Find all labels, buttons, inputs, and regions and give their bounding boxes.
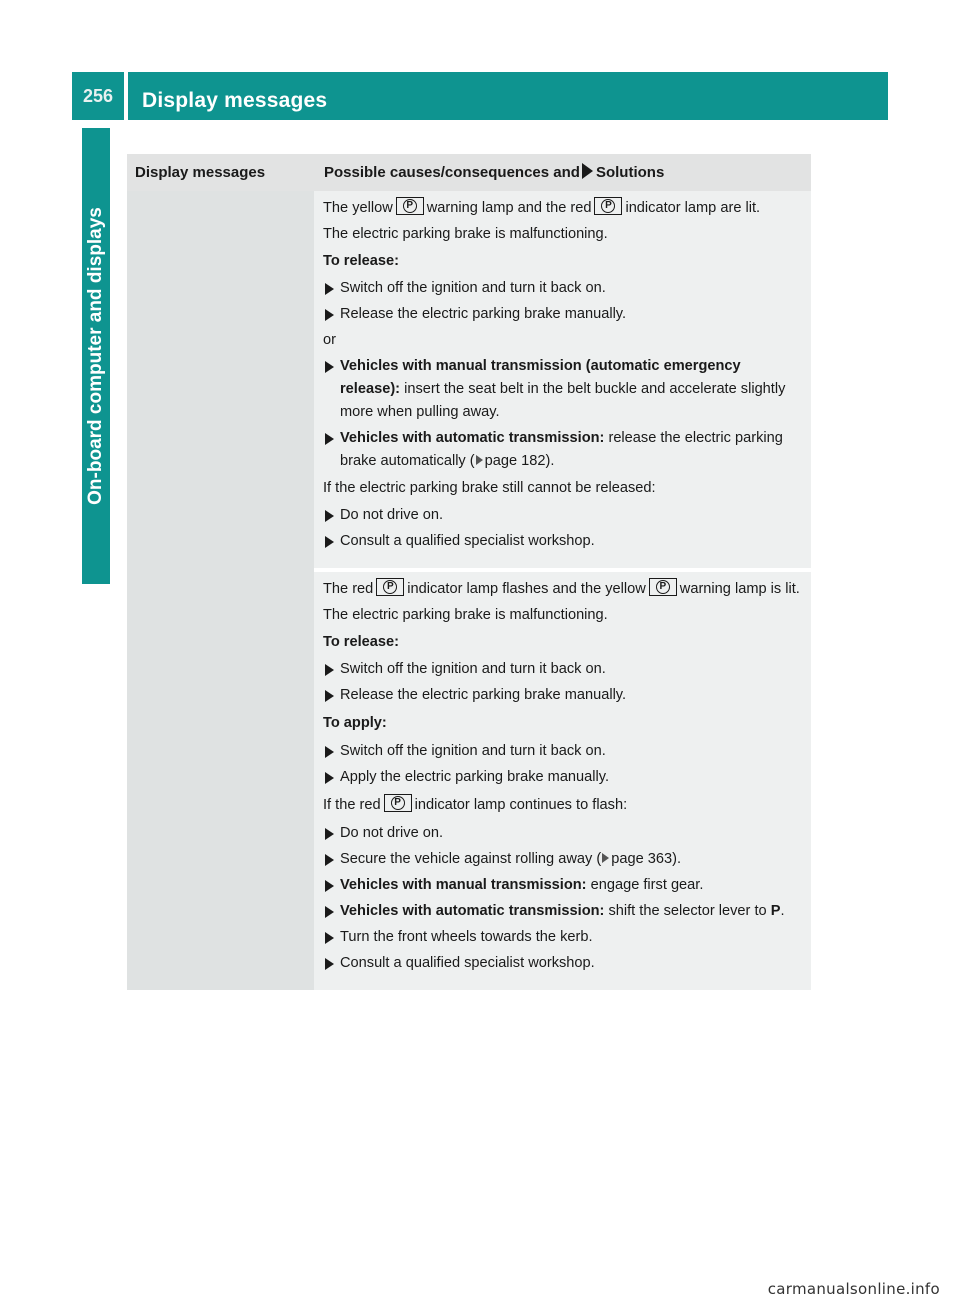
step-bold-text: Vehicles with manual transmission (automatic emergency release): [340, 358, 741, 397]
solution-cell [314, 191, 811, 568]
list-item [323, 848, 803, 871]
step-arrow-icon [325, 433, 334, 445]
step-arrow-icon [325, 932, 334, 944]
apply-heading [323, 712, 803, 735]
step-text: engage first gear. [590, 877, 704, 893]
list-item [323, 427, 803, 473]
step-arrow-icon [325, 854, 334, 866]
table-row [127, 191, 811, 568]
list-item [323, 926, 803, 949]
column-header-solutions-suffix: Solutions [595, 164, 665, 181]
step-arrow-icon [325, 958, 334, 970]
step-arrow-icon [325, 283, 334, 295]
table-row [127, 572, 811, 990]
list-item [323, 900, 803, 923]
step-text: Secure the vehicle against rolling away ( [340, 851, 602, 867]
step-bold-text: Vehicles with automatic transmission: [340, 903, 605, 919]
step-text: Consult a qualified specialist workshop. [340, 533, 595, 549]
list-item [323, 822, 803, 845]
list-item [323, 658, 803, 681]
parking-brake-warning-icon [649, 578, 677, 596]
column-header-display-messages: Display messages [135, 164, 266, 181]
section-side-tab-label: On-board computer and displays [85, 207, 106, 505]
cause-text: The electric parking brake is malfunctioning. [323, 607, 608, 623]
parking-brake-warning-icon [384, 794, 412, 812]
watermark: carmanualsonline.info [767, 1280, 940, 1298]
list-item [323, 740, 803, 763]
table-header [127, 154, 811, 191]
page-reference[interactable]: page 182). [484, 453, 555, 469]
section-side-tab [82, 128, 110, 584]
step-arrow-icon [325, 690, 334, 702]
step-arrow-icon [325, 361, 334, 373]
step-text: Switch off the ignition and turn it back on. [340, 743, 606, 759]
step-text: Do not drive on. [340, 825, 444, 841]
text-fragment: indicator lamp flashes and the yellow [407, 581, 646, 597]
fallback-text: If the electric parking brake still cannot be released: [323, 480, 656, 496]
list-item [323, 684, 803, 707]
step-text: Consult a qualified specialist workshop. [340, 955, 595, 971]
text-fragment: If the red [323, 797, 381, 813]
page-number: 256 [72, 72, 124, 120]
text-fragment: warning lamp is lit. [679, 581, 800, 597]
parking-brake-warning-icon [396, 197, 424, 215]
lamp-status-text [323, 578, 803, 601]
step-text: release the electric parking brake automatically ( [340, 430, 783, 469]
step-arrow-icon [325, 536, 334, 548]
text-fragment: The yellow [323, 200, 393, 216]
step-arrow-icon [325, 664, 334, 676]
page-reference-triangle-icon [602, 853, 609, 863]
apply-heading-label: To apply: [323, 715, 387, 731]
step-arrow-icon [325, 309, 334, 321]
step-arrow-icon [325, 510, 334, 522]
text-fragment: indicator lamp are lit. [625, 200, 761, 216]
lamp-status-text [323, 197, 803, 220]
solution-cell [314, 572, 811, 990]
list-item [323, 303, 803, 326]
step-arrow-icon [325, 880, 334, 892]
step-text: Switch off the ignition and turn it back on. [340, 661, 606, 677]
gear-position: P [770, 903, 781, 919]
text-fragment: indicator lamp continues to flash: [414, 797, 628, 813]
list-item [323, 504, 803, 527]
list-item [323, 355, 803, 424]
release-heading-label: To release: [323, 634, 399, 650]
display-message-cell [127, 191, 314, 568]
display-message-cell [127, 572, 314, 990]
or-text: or [323, 332, 336, 348]
step-text: Switch off the ignition and turn it back on. [340, 280, 606, 296]
page-reference[interactable]: page 363). [611, 851, 682, 867]
step-text: Turn the front wheels towards the kerb. [340, 929, 593, 945]
step-text: Release the electric parking brake manually. [340, 306, 627, 322]
page-reference-triangle-icon [476, 455, 483, 465]
release-heading [323, 250, 803, 273]
list-item [323, 277, 803, 300]
column-header-solutions-label: Possible causes/consequences and [324, 164, 580, 181]
step-text: Apply the electric parking brake manually. [340, 769, 610, 785]
text-fragment: The red [323, 581, 374, 597]
text-fragment: . [780, 903, 785, 919]
list-item [323, 952, 803, 975]
step-arrow-icon [325, 772, 334, 784]
step-text: shift the selector lever to [608, 903, 767, 919]
release-heading [323, 631, 803, 654]
step-bold-text: Vehicles with manual transmission: [340, 877, 587, 893]
column-header-solutions [314, 154, 811, 191]
step-arrow-icon [582, 163, 593, 179]
parking-brake-warning-icon [376, 578, 404, 596]
step-arrow-icon [325, 906, 334, 918]
release-heading-label: To release: [323, 253, 399, 269]
parking-brake-warning-icon [594, 197, 622, 215]
list-item [323, 530, 803, 553]
step-arrow-icon [325, 828, 334, 840]
step-text: Release the electric parking brake manually. [340, 687, 627, 703]
list-item [323, 874, 803, 897]
display-messages-table [127, 154, 811, 990]
step-bold-text: Vehicles with automatic transmission: [340, 430, 605, 446]
step-text: Do not drive on. [340, 507, 444, 523]
list-item [323, 766, 803, 789]
cause-text: The electric parking brake is malfunctioning. [323, 226, 608, 242]
text-fragment: warning lamp and the red [426, 200, 592, 216]
flash-text [323, 794, 803, 817]
step-arrow-icon [325, 746, 334, 758]
page-title: Display messages [128, 72, 888, 120]
step-text: insert the seat belt in the belt buckle and accelerate slightly more when pulling away. [340, 381, 786, 420]
